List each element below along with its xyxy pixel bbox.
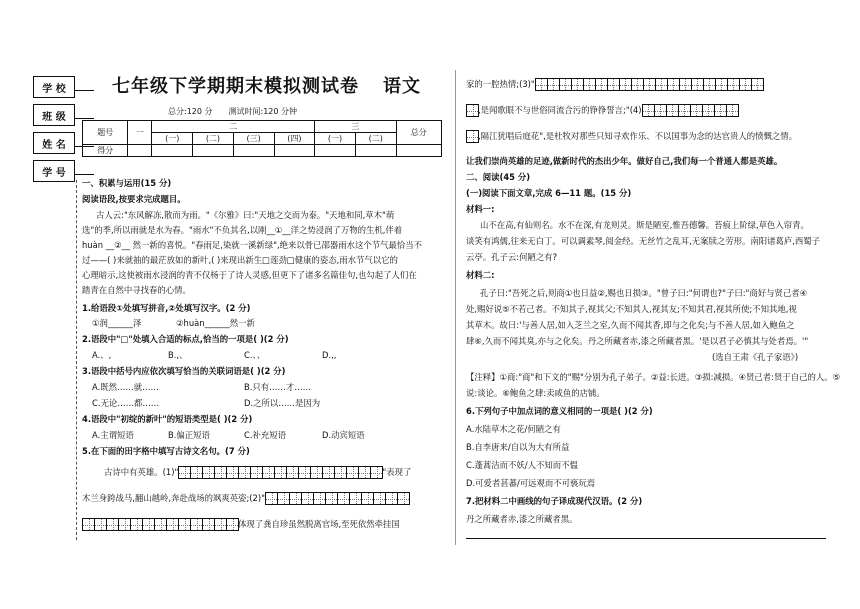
material-1-line: 云亭。孔子云:何陋之有? — [466, 252, 558, 262]
q6-option-a[interactable]: A.水陆草木之花/何陋之有 — [466, 424, 561, 434]
material-2-line: 处,赐好说⑤不若己者。不知其子,视其父;不知其人,视其友;不知其君,视其所使;不知其地,视 — [466, 304, 797, 314]
th-part2: 二 — [152, 121, 315, 133]
section-1-heading: 一、积累与运用(15 分) — [82, 178, 172, 188]
passage-line: huàn __②__ 然一新的喜悦。"春雨足,染就一溪新绿",绝来以骨已邵器雨水这个节气最恰当不 — [82, 240, 423, 250]
q7-sentence: 丹之所藏者赤,漆之所藏者黑。 — [466, 514, 578, 524]
q5-answer-grid-6[interactable] — [642, 104, 738, 117]
th-part1: 一 — [128, 121, 152, 145]
question-1: 1.给语段①处填写拼音,②处填写汉字。(2 分) — [82, 303, 251, 313]
passage-line: 过——( )来就抽的最茫放如的新叶,( )来现出新生□莲劲□健康的姿态,雨水节气以它的 — [82, 255, 398, 265]
row-score: 得分 — [83, 145, 128, 157]
material-2-label: 材料二: — [466, 270, 495, 280]
section-2-heading: 二、阅读(45 分) — [466, 172, 531, 182]
reading-1-heading: (一)阅读下面文章,完成 6—11 题。(15 分) — [466, 188, 632, 198]
q3-option-c[interactable]: C.无论……都…… — [92, 398, 160, 408]
q6-option-d[interactable]: D.可爱者甚蕃/可远观而不可亵玩焉 — [466, 478, 596, 488]
q5-answer-grid-3[interactable] — [82, 518, 238, 531]
class-blank[interactable] — [74, 118, 94, 119]
question-4: 4.语段中"初绽的新叶"的短语类型是( )(2 分) — [82, 414, 253, 424]
passage-line: 踏青在自然中寻找春的心情。 — [82, 285, 191, 295]
q3-option-a[interactable]: A.既然……就…… — [92, 382, 159, 392]
q4-option-b[interactable]: B.偏正短语 — [168, 430, 210, 440]
column-divider — [455, 70, 456, 545]
exam-meta: 总分:120 分 测试时间:120 分钟 — [168, 107, 298, 116]
right-line-3: ,隔江犹唱后庭花",是杜牧对那些只知寻欢作乐、不以国事为念的达官贵人的愤慨之情。 — [466, 130, 797, 143]
q5-line-2: 木兰身跨战马,翻山越岭,奔赴战场的飒爽英姿;(2)" — [82, 492, 409, 505]
q2-option-c[interactable]: C.、、 — [244, 350, 266, 360]
passage-line: 心理暗示,这使被雨水浸润的青不仅杨于了诗人灵感,但更下了诸多名篇佳句,也勾起了人们在 — [82, 270, 417, 280]
q4-option-a[interactable]: A.主谓短语 — [92, 430, 134, 440]
section-1-intro: 阅读语段,按要求完成题目。 — [82, 194, 186, 204]
school-label: 学 校 — [33, 76, 75, 98]
question-6: 6.下列句子中加点词的意义相同的一项是( )(2 分) — [466, 406, 653, 416]
right-line-1: 家的一腔热情;(3)" — [466, 78, 763, 91]
q5-answer-grid-1[interactable] — [178, 466, 382, 479]
q6-option-b[interactable]: B.自李唐来/自以为大有所益 — [466, 442, 570, 452]
notes-line: 说:谈论。⑥鲍鱼之肆:卖咸鱼的店铺。 — [466, 388, 605, 398]
q3-option-d[interactable]: D.之所以……是因为 — [244, 398, 321, 408]
q5-answer-grid-5[interactable] — [466, 104, 478, 117]
q5-line-3: 体现了龚自珍虽然脱离官场,至死依然牵挂国 — [82, 518, 400, 531]
class-label: 班 级 — [33, 104, 75, 126]
q5-answer-grid-7[interactable] — [466, 130, 478, 143]
material-1-line: 山不在高,有仙则名。水不在深,有龙则灵。斯是陋室,惟吾德馨。苔痕上阶绿,草色入帘青。 — [480, 220, 809, 230]
material-2-line: 其草木。故曰:'与善人居,如入芝兰之室,久而不闻其香,即与之化矣;与不善人居,如入鲍鱼之 — [466, 320, 795, 330]
q7-answer-line[interactable] — [466, 538, 826, 539]
question-7: 7.把材料二中画线的句子译成现代汉语。(2 分) — [466, 496, 643, 506]
material-2-line: 肆⑥,久而不闻其臭,亦与之化矣。丹之所藏者赤,漆之所藏者黑。'是以君子必慎其与处者焉。'" — [466, 336, 809, 346]
right-line-4: 让我们崇尚英雄的足迹,做新时代的杰出少年。做好自己,我们每一个普通人都是英雄。 — [466, 156, 783, 166]
th-total: 总分 — [396, 121, 441, 145]
question-5: 5.在下面的田字格中填写古诗文名句。(7 分) — [82, 446, 250, 456]
q2-option-b[interactable]: B.,、 — [168, 350, 188, 360]
q2-option-d[interactable]: D.,, — [322, 350, 337, 360]
binding-line — [76, 180, 77, 540]
q4-option-c[interactable]: C.补充短语 — [244, 430, 287, 440]
notes-line: 【注释】①商:"商"和下文的"赐"分别为孔子弟子。②益:长进。③损:减损。④贤己者:贤于自己的人。⑤ — [466, 372, 841, 382]
page-title: 七年级下学期期末模拟测试卷 语文 — [112, 76, 421, 97]
q2-option-a[interactable]: A.、, — [92, 350, 112, 360]
name-label: 姓 名 — [33, 132, 75, 154]
passage-line: 选"的季,所以雨就是水为春。"雨水"不负其名,以刚__①__洋之势浸润了万物的生机,伴着 — [82, 225, 403, 235]
q3-option-b[interactable]: B.只有……才…… — [244, 382, 312, 392]
q4-option-d[interactable]: D.动宾短语 — [322, 430, 365, 440]
q5-answer-grid-4[interactable] — [535, 78, 763, 91]
q6-option-c[interactable]: C.蓬蒿洁而不妖/人不知而不愠 — [466, 460, 578, 470]
q1-blank-b[interactable]: ②huàn______然一新 — [176, 318, 255, 328]
th-question: 题号 — [83, 121, 128, 145]
right-line-2: ,是闻歌眼不与世俗同流合污的铮铮誓言;"(4) — [466, 104, 738, 117]
passage-line: 古人云:"东风解冻,散而为雨。"《尔雅》曰:"天地之交而为泰。"天地和同,草木"萌 — [96, 210, 395, 220]
material-2-line: 孔子曰:"吾死之后,则商①也日益②,赐也日损③。"曾子曰:"何谓也?"子曰:"商好与贤己者④ — [480, 288, 808, 298]
material-1-line: 谈笑有鸿儒,往来无白丁。可以调素琴,阅金经。无丝竹之乱耳,无案牍之劳形。南阳诸葛庐,西蜀子 — [466, 236, 821, 246]
q5-answer-grid-2[interactable] — [265, 492, 409, 505]
question-2: 2.语段中"□"处填入合适的标点,恰当的一项是( )(2 分) — [82, 334, 289, 344]
q5-line-1: 古诗中有英雄。(1)" "表现了 — [104, 467, 412, 477]
school-blank[interactable] — [74, 90, 94, 91]
question-3: 3.语段中括号内应依次填写恰当的关联词语是( )(2 分) — [82, 366, 286, 376]
material-1-label: 材料一: — [466, 204, 495, 214]
material-2-source: (选自王肃《孔子家语》) — [712, 352, 799, 362]
number-label: 学 号 — [33, 160, 75, 182]
number-blank[interactable] — [74, 174, 94, 175]
th-part3: 三 — [315, 121, 396, 133]
score-table: 题号 一 二 三 总分 (一) (二) (三) (四) (一) (二) 得分 — [82, 120, 442, 157]
q1-blank-a[interactable]: ①润______泽 — [92, 318, 142, 328]
